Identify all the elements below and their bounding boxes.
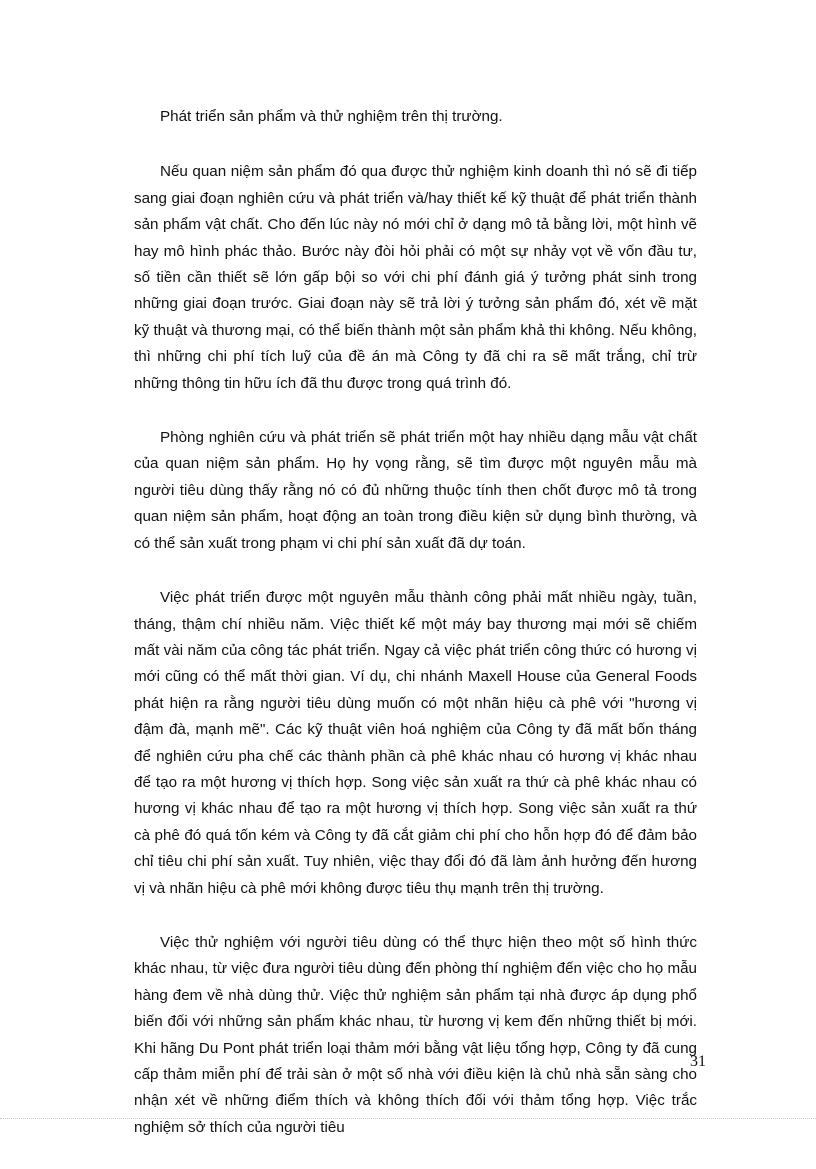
paragraph: Việc thử nghiệm với người tiêu dùng có thể thực hiện theo một số hình thức khác nhau, từ việc đưa người tiêu dùng đến phòng thí nghiệm đến việc cho họ mẫu hàng đem về nhà dùng thử. Việc thử nghiệm sản phẩm tại nhà được áp dụng phổ biến đối với những sản phẩm khác nhau, từ hương vị kem đến những thiết bị mới. Khi hãng Du Pont phát triển loại thảm mới bằng vật liệu tổng hợp, Công ty đã cung cấp thảm miễn phí để trải sàn ở một số nhà với điều kiện là chủ nhà sẵn sàng cho nhận xét về những điểm thích và không thích đối với thảm tổng hợp. Việc trắc nghiệm sở thích của người tiêu xyxy=(134,933,697,1136)
page-number: 31 xyxy=(690,1053,706,1070)
page-bottom-divider xyxy=(0,1118,816,1119)
section-heading: Phát triển sản phẩm và thử nghiệm trên thị trường. xyxy=(160,108,503,125)
paragraph: Việc phát triển được một nguyên mẫu thành công phải mất nhiều ngày, tuần, tháng, thậm chí nhiều năm. Việc thiết kế một máy bay thương mại mới sẽ chiếm mất vài năm của công tác phát triển. Ngay cả việc phát triển công thức có hương vị mới cũng có thể mất thời gian. Ví dụ, chi nhánh Maxell House của General Foods phát hiện ra rằng người tiêu dùng muốn có một nhãn hiệu cà phê với "hương vị đậm đà, mạnh mẽ". Các kỹ thuật viên hoá nghiệm của Công ty đã mất bốn tháng để nghiên cứu pha chế các thành phần cà phê khác nhau có hương vị khác nhau để tạo ra một hương vị thích hợp. Song việc sản xuất ra thứ cà phê khác nhau có hương vị khác nhau để tạo ra một hương vị thích hợp. Song việc sản xuất ra thứ cà phê đó quá tốn kém và Công ty đã cắt giảm chi phí cho hỗn hợp đó để đảm bảo chỉ tiêu chi phí sản xuất. Tuy nhiên, việc thay đổi đó đã làm ảnh hưởng đến hương vị và nhãn hiệu cà phê mới không được tiêu thụ mạnh trên thị trường. xyxy=(134,589,697,897)
paragraph: Phòng nghiên cứu và phát triển sẽ phát triển một hay nhiều dạng mẫu vật chất của quan niệm sản phẩm. Họ hy vọng rằng, sẽ tìm được một nguyên mẫu mà người tiêu dùng thấy rằng nó có đủ những thuộc tính then chốt được mô tả trong quan niệm sản phẩm, hoạt động an toàn trong điều kiện sử dụng bình thường, và có thể sản xuất trong phạm vi chi phí sản xuất đã dự toán. xyxy=(134,429,697,552)
paragraph: Nếu quan niệm sản phẩm đó qua được thử nghiệm kinh doanh thì nó sẽ đi tiếp sang giai đoạn nghiên cứu và phát triển và/hay thiết kế kỹ thuật để phát triển thành sản phẩm vật chất. Cho đến lúc này nó mới chỉ ở dạng mô tả bằng lời, một hình vẽ hay mô hình phác thảo. Bước này đòi hỏi phải có một sự nhảy vọt về vốn đầu tư, số tiền cần thiết sẽ lớn gấp bội so với chi phí đánh giá ý tưởng phát sinh trong những giai đoạn trước. Giai đoạn này sẽ trả lời ý tưởng sản phẩm đó, xét về mặt kỹ thuật và thương mại, có thể biến thành một sản phẩm khả thi không. Nếu không, thì những chi phí tích luỹ của đề án mà Công ty đã chi ra sẽ mất trắng, chỉ trừ những thông tin hữu ích đã thu được trong quá trình đó. xyxy=(134,163,697,392)
page-body xyxy=(134,104,697,1169)
